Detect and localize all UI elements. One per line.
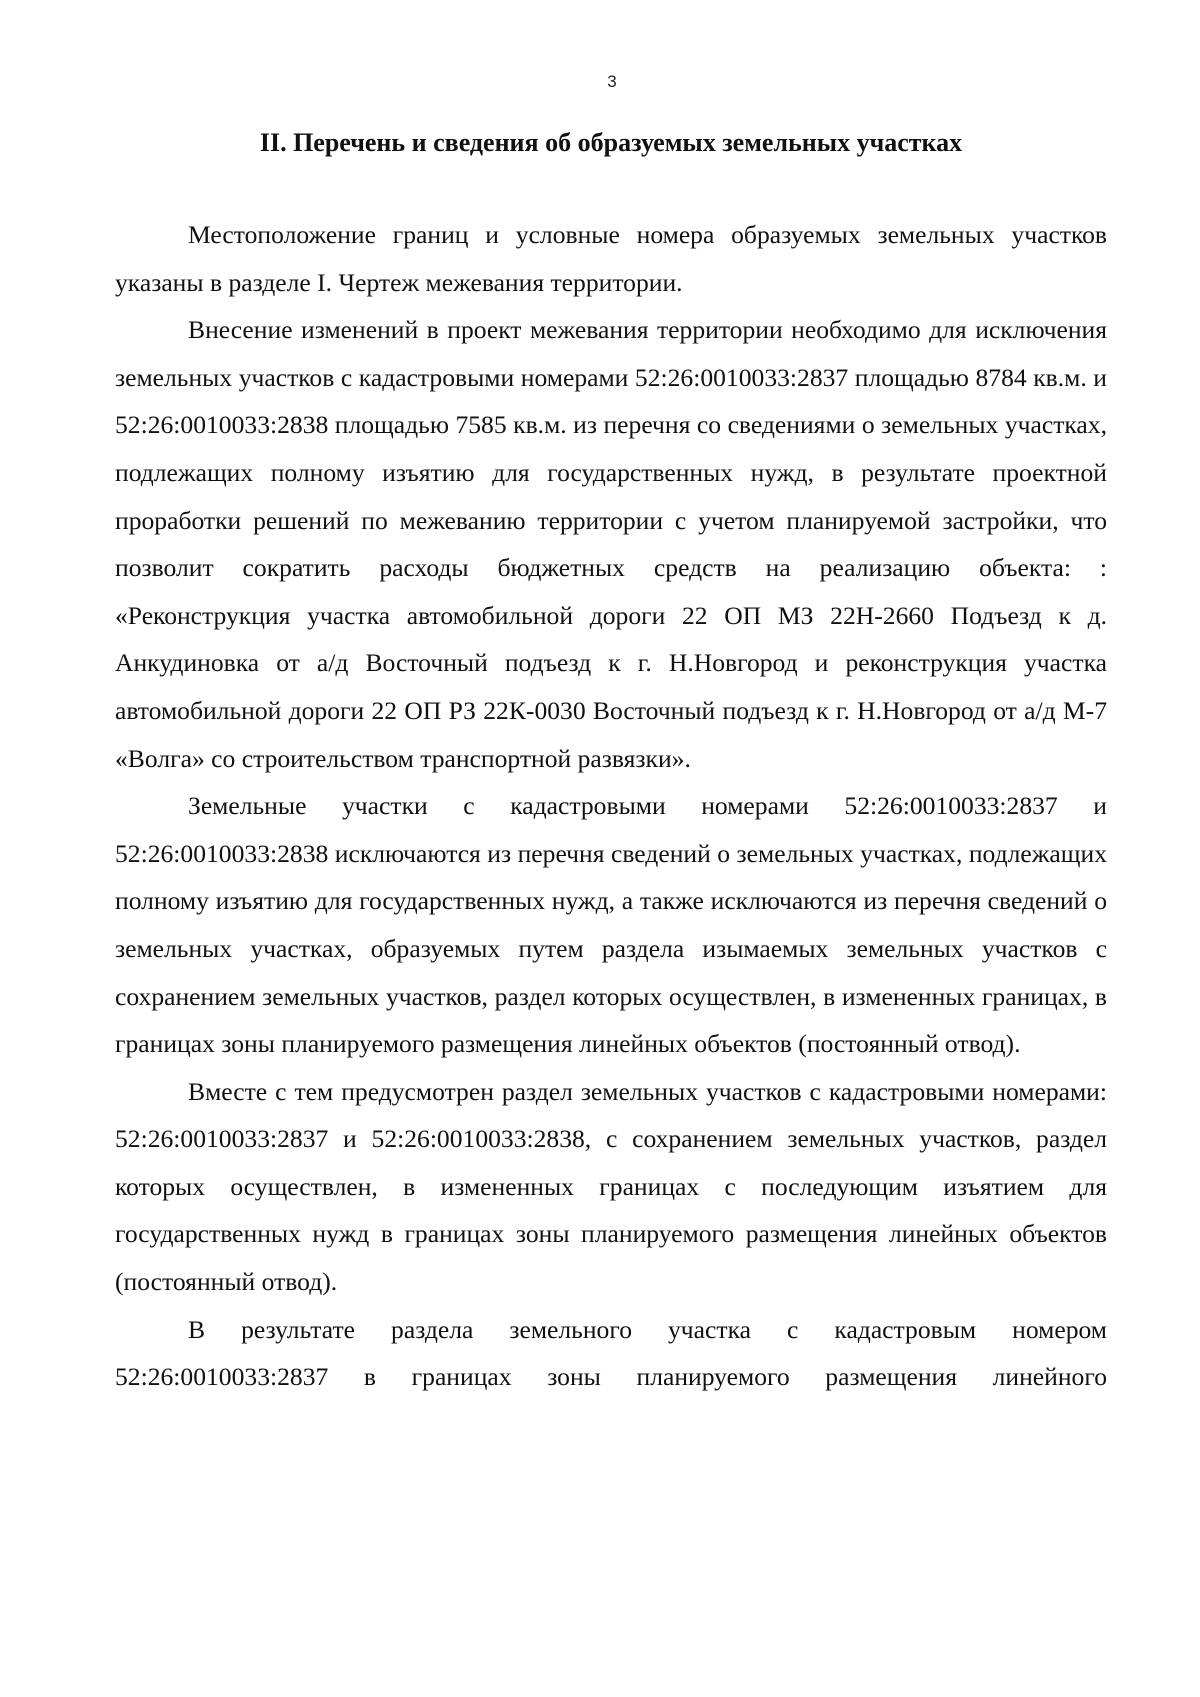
paragraph-changes: Внесение изменений в проект межевания территории необходимо для исключения земельных участков с кадастровыми номерами 52:26:0010033:2837 площадью 8784 кв.м. и 52:26:0010033:2838 площадью 7585 кв.м. из перечня со сведениями о земельных участках, подлежащих полному изъятию для государственных нужд, в результате проектной проработки решений по межеванию территории с учетом планируемой застройки, что позволит сократить расходы бюджетных средств на реализацию объекта: : «Реконструкция участка автомобильной дороги 22 ОП МЗ 22Н-2660 Подъезд к д. Анкудиновка от а/д Восточный подъезд к г. Н.Новгород и реконструкция участка автомобильной дороги 22 ОП РЗ 22К-0030 Восточный подъезд к г. Н.Новгород от а/д М-7 «Волга» со строительством транспортной развязки».	[115, 315, 1107, 773]
document-body	[115, 211, 1107, 1401]
paragraph-result: В результате раздела земельного участка с кадастровым номером 52:26:0010033:2837 в границах зоны планируемого размещения линейного	[115, 1314, 1107, 1392]
paragraph-division: Вместе с тем предусмотрен раздел земельных участков с кадастровыми номерами: 52:26:0010033:2837 и 52:26:0010033:2838, с сохранением земельных участков, раздел которых осуществлен, в измененных границах с последующим изъятием для государственных нужд в границах зоны планируемого размещения линейных объектов (постоянный отвод).	[115, 1076, 1107, 1297]
paragraph-exclusion: Земельные участки с кадастровыми номерами 52:26:0010033:2837 и 52:26:0010033:2838 исключаются из перечня сведений о земельных участках, подлежащих полному изъятию для государственных нужд, а также исключаются из перечня сведений о земельных участках, образуемых путем раздела изымаемых земельных участков с сохранением земельных участков, раздел которых осуществлен, в измененных границах, в границах зоны планируемого размещения линейных объектов (постоянный отвод).	[115, 791, 1107, 1059]
section-title: II. Перечень и сведения об образуемых земельных участках	[259, 128, 963, 157]
paragraph-location: Местоположение границ и условные номера образуемых земельных участков указаны в разделе I. Чертеж межевания территории.	[115, 220, 1107, 297]
page-number: 3	[607, 72, 617, 91]
